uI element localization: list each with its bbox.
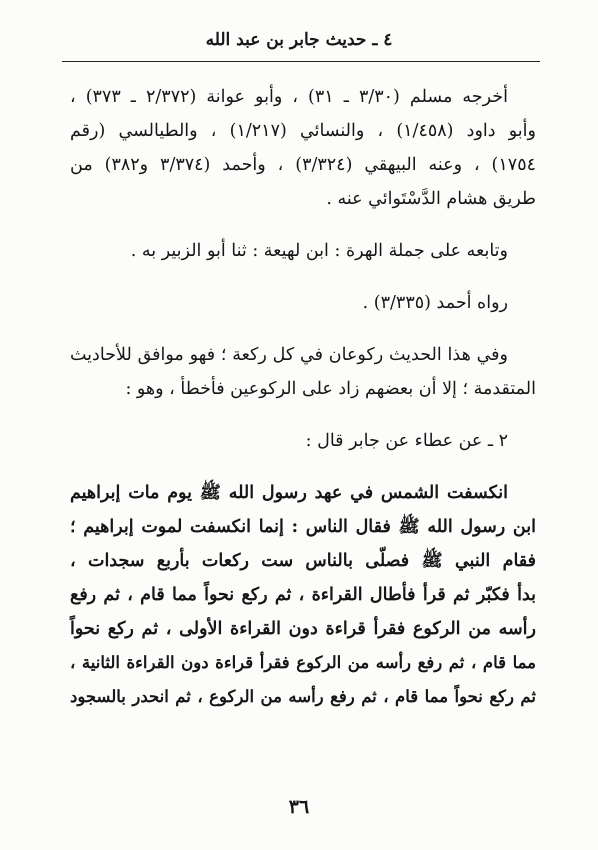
text-line: ثم ركع نحواً مما قام ، ثم رفع رأسه من الركوع ، ثم انحدر بالسجود	[70, 687, 536, 706]
paragraph-gap	[70, 216, 536, 234]
second-chain-heading	[70, 424, 536, 458]
takhrij-paragraph	[70, 80, 536, 216]
hadith-text	[70, 476, 536, 714]
paragraph-gap	[70, 320, 536, 338]
paragraph-gap	[70, 406, 536, 424]
text-line: وفي هذا الحديث ركوعان في كل ركعة ؛ فهو موافق للأحاديث	[70, 345, 508, 365]
paragraph-gap	[70, 268, 536, 286]
text-line: مما قام ، ثم رفع رأسه من الركوع فقرأ قراءة دون القراءة الثانية ،	[70, 653, 536, 672]
header-rule	[62, 61, 540, 62]
text-line: ابن رسول الله ﷺ فقال الناس : إنما انكسفت لموت إبراهيم ؛	[70, 517, 536, 537]
text-line: المتقدمة ؛ إلا أن بعضهم زاد على الركوعين فأخطأ ، وهو :	[125, 379, 536, 399]
page-number: ٣٦	[288, 796, 310, 818]
paragraph-gap	[70, 458, 536, 476]
text-line: ١٧٥٤) ، وعنه البيهقي (٣/٣٢٤) ، وأحمد (٣/٣٧٤ و٣٨٢) من	[70, 155, 536, 175]
text-line: بدأ فكبّر ثم قرأ فأطال القراءة ، ثم ركع نحواً مما قام ، ثم رفع	[70, 585, 536, 605]
text-line: رواه أحمد (٣/٣٣٥) .	[362, 293, 508, 313]
text-line: طريق هشام الدَّسْتَوائي عنه .	[326, 189, 536, 209]
mutabaa-paragraph	[70, 234, 536, 268]
comment-paragraph	[70, 338, 536, 406]
page-body	[70, 80, 536, 714]
text-line: انكسفت الشمس في عهد رسول الله ﷺ يوم مات إبراهيم	[70, 483, 508, 503]
text-line: رأسه من الركوع فقرأ قراءة دون القراءة الأولى ، ثم ركع نحواً	[70, 619, 536, 639]
text-line: وتابعه على جملة الهرة : ابن لهيعة : ثنا أبو الزبير به .	[130, 241, 508, 261]
riwaya-paragraph	[70, 286, 536, 320]
text-line: أخرجه مسلم (٣/٣٠ ـ ٣١) ، وأبو عوانة (٢/٣٧٢ ـ ٣٧٣) ،	[70, 87, 508, 107]
text-line: ٢ ـ عن عطاء عن جابر قال :	[305, 431, 508, 451]
running-header: ٤ ـ حديث جابر بن عبد الله	[205, 30, 393, 50]
text-line: فقام النبي ﷺ فصلّى بالناس ست ركعات بأربع سجدات ،	[70, 551, 536, 571]
text-line: وأبو داود (١/٤٥٨) ، والنسائي (١/٢١٧) ، والطيالسي (رقم	[70, 121, 536, 141]
